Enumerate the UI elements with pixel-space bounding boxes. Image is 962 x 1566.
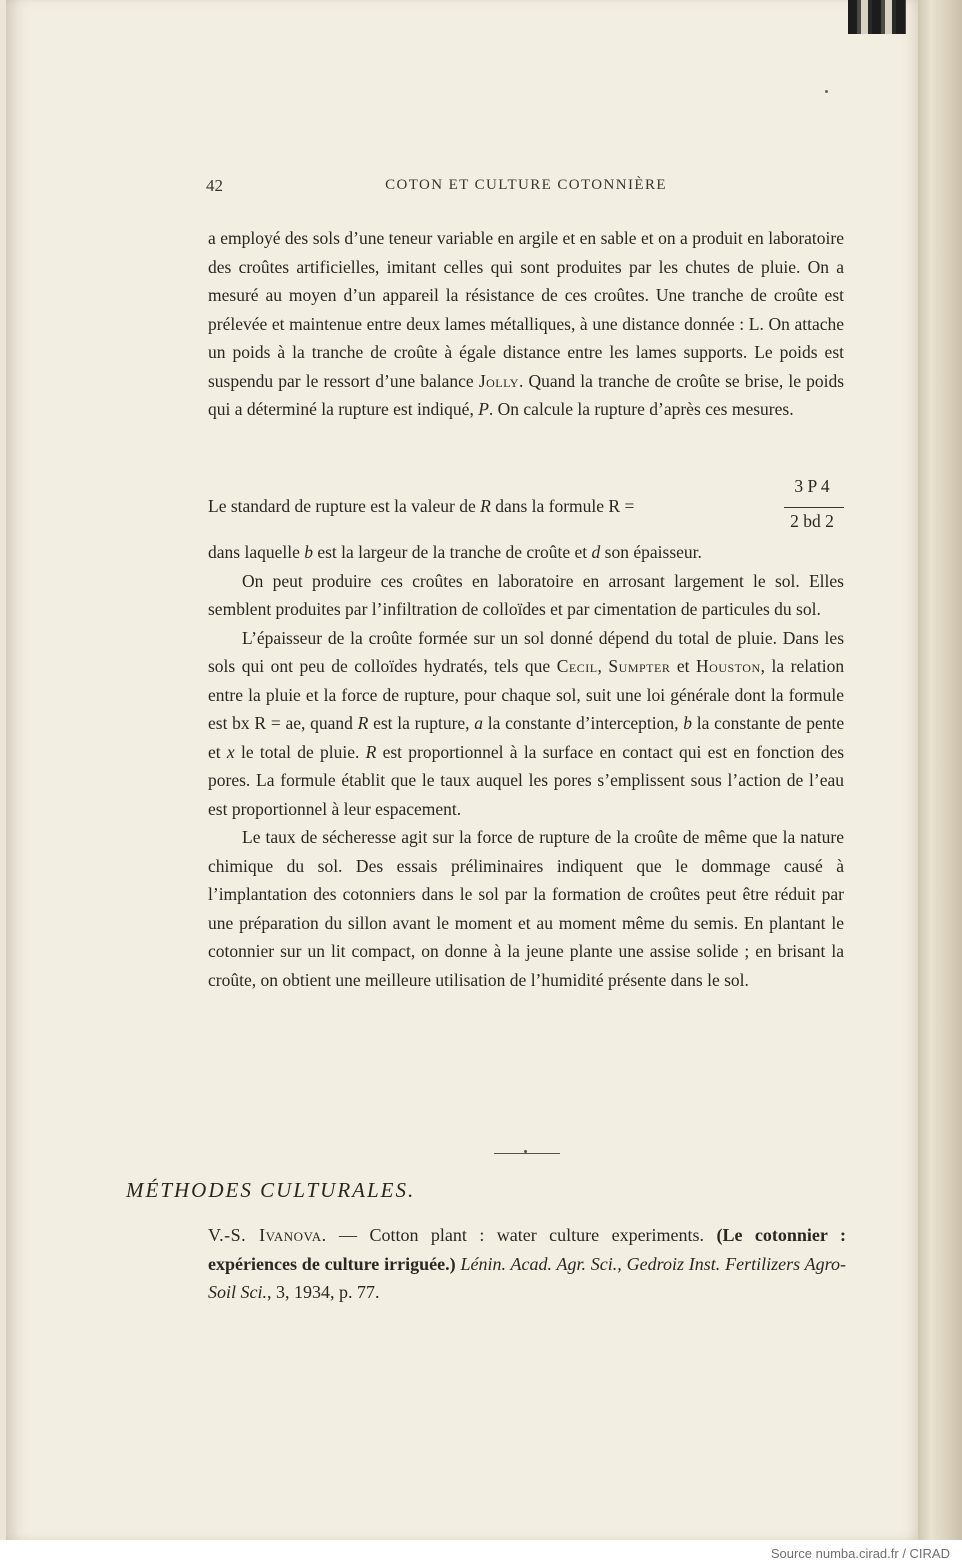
- variable-r: R: [480, 496, 491, 516]
- paragraph-3: [208, 624, 844, 824]
- fraction-numerator: 3 P 4: [794, 476, 830, 496]
- section-heading: MÉTHODES CULTURALES.: [126, 1178, 416, 1202]
- paragraph-1-intro: a employé des sols d’une teneur variable en argile et en sable et on a produit en laboratoire des croûtes artificielles, imitant celles qui sont produites par les chutes de pluie. On a mesuré au moyen d’un appareil la résistance de ces croûtes. Une tranche de croûte est prélevée et maintenue entre deux lames métalliques, à une distance donnée : L. On attache un poids à la tranche de croûte à égale distance entre les lames supports. Le poids est suspendu par le ressort d’une balance: [208, 228, 844, 391]
- variable-b: b: [304, 542, 313, 562]
- bookmark-ribbon: [848, 0, 906, 34]
- paragraph-1: [208, 224, 844, 424]
- followup-text-c: son épaisseur.: [604, 542, 702, 562]
- formula-fraction: [780, 476, 844, 540]
- fraction-denominator: 2 bd 2: [790, 511, 834, 531]
- bib-journal: Lénin. Acad. Agr. Sci., Gedroiz Inst. Fertilizers Agro-Soil Sci.: [208, 1253, 846, 1302]
- running-title: COTON ET CULTURE COTONNIÈRE: [385, 177, 667, 193]
- section-separator: [494, 1153, 560, 1154]
- formula-equals: =: [624, 496, 635, 516]
- paragraph-4: Le taux de sécheresse agit sur la force de rupture de la croûte de même que la nature chimique du sol. Des essais préliminaires indiquent que le dommage causé à l’implantation des cotonniers dans le sol par la formation de croûtes peut être réduit par une préparation du sillon avant le moment et au moment même du semis. En plantant le cotonnier sur un lit compact, on donne à la jeune plante une assise solide ; en brisant la croûte, on obtient une meilleure utilisation de l’humidité présente dans le sol.: [208, 827, 844, 990]
- running-header: [206, 176, 846, 200]
- bib-author: V.-S. Ivanova.: [208, 1225, 327, 1245]
- paragraph-1-middle: . Quand la tranche de croûte se brise, le poids qui a déterminé la rupture est indiqué,: [208, 370, 845, 419]
- followup-text-b: est la largeur de la tranche de croûte et: [317, 542, 588, 562]
- variable-x: x: [226, 741, 235, 762]
- paragraph-3-text-c: ae, quand: [285, 713, 353, 733]
- variable-a: a: [474, 713, 484, 733]
- soil-name-sumpter: Sumpter: [608, 656, 671, 676]
- bib-french-title: (Le cotonnier : expériences de culture irriguée.): [208, 1225, 847, 1274]
- separator-dot: [524, 1150, 527, 1153]
- paragraph-3-text-h: est proportionnel à la surface en contact qui est en fonction des pores. La formule établit que le taux auquel les pores s’emplissent sous l’action de l’eau est proportionnel à leur espacement.: [208, 741, 845, 819]
- soil-name-cecil: Cecil: [556, 656, 598, 676]
- formula-line: [208, 478, 844, 540]
- bib-english-title: Cotton plant : water culture experiments.: [369, 1225, 705, 1245]
- variable-p: P: [478, 399, 489, 419]
- paragraph-1-end: . On calcule la rupture d’après ces mesures.: [488, 399, 794, 419]
- formula-lead: Le standard de rupture est la valeur de: [208, 496, 476, 516]
- page-edge: [918, 0, 962, 1540]
- paragraph-3-text-d: est la rupture,: [373, 713, 470, 733]
- formula-followup: [208, 538, 844, 994]
- paragraph-3-text-a: L’épaisseur de la croûte formée sur un sol donné dépend du total de pluie. Dans les sols qui ont peu de colloïdes hydratés, tels que: [208, 627, 844, 676]
- formula-mid: dans la formule R: [495, 496, 621, 516]
- variable-r-3: R: [365, 741, 377, 762]
- separator-comma: ,: [597, 656, 602, 676]
- author-name-jolly: Jolly: [478, 370, 519, 391]
- paragraph-3-text-b: , la relation entre la pluie et la force de rupture, pour chaque sol, suit une loi générale dont la formule est bx R: [208, 656, 845, 733]
- bib-dash: —: [339, 1225, 358, 1245]
- bibliography-entry: [208, 1221, 846, 1307]
- paragraph-2: On peut produire ces croûtes en laboratoire en arrosant largement le sol. Elles semblent produites par l’infiltration de colloïdes et par cimentation de particules du sol.: [208, 570, 844, 619]
- paragraph-3-text-f: la constante de pente et: [208, 713, 845, 762]
- paragraph-3-text-g: le total de pluie.: [240, 741, 360, 762]
- equation-equals: =: [270, 713, 281, 733]
- followup-text-a: dans laquelle: [208, 542, 300, 562]
- paragraph-3-text-e: la constante d’interception,: [487, 713, 679, 733]
- source-credit: Source numba.cirad.fr / CIRAD: [770, 1546, 950, 1561]
- variable-b-2: b: [683, 713, 693, 733]
- separator-et: et: [676, 656, 690, 676]
- variable-d: d: [591, 542, 601, 562]
- paper-speck: [825, 90, 828, 93]
- bib-volume-info: , 3, 1934, p. 77.: [267, 1282, 380, 1302]
- page-number: 42: [206, 176, 223, 195]
- fraction-bar: [784, 507, 844, 508]
- soil-name-houston: Houston: [696, 656, 761, 676]
- variable-r-2: R: [357, 713, 369, 733]
